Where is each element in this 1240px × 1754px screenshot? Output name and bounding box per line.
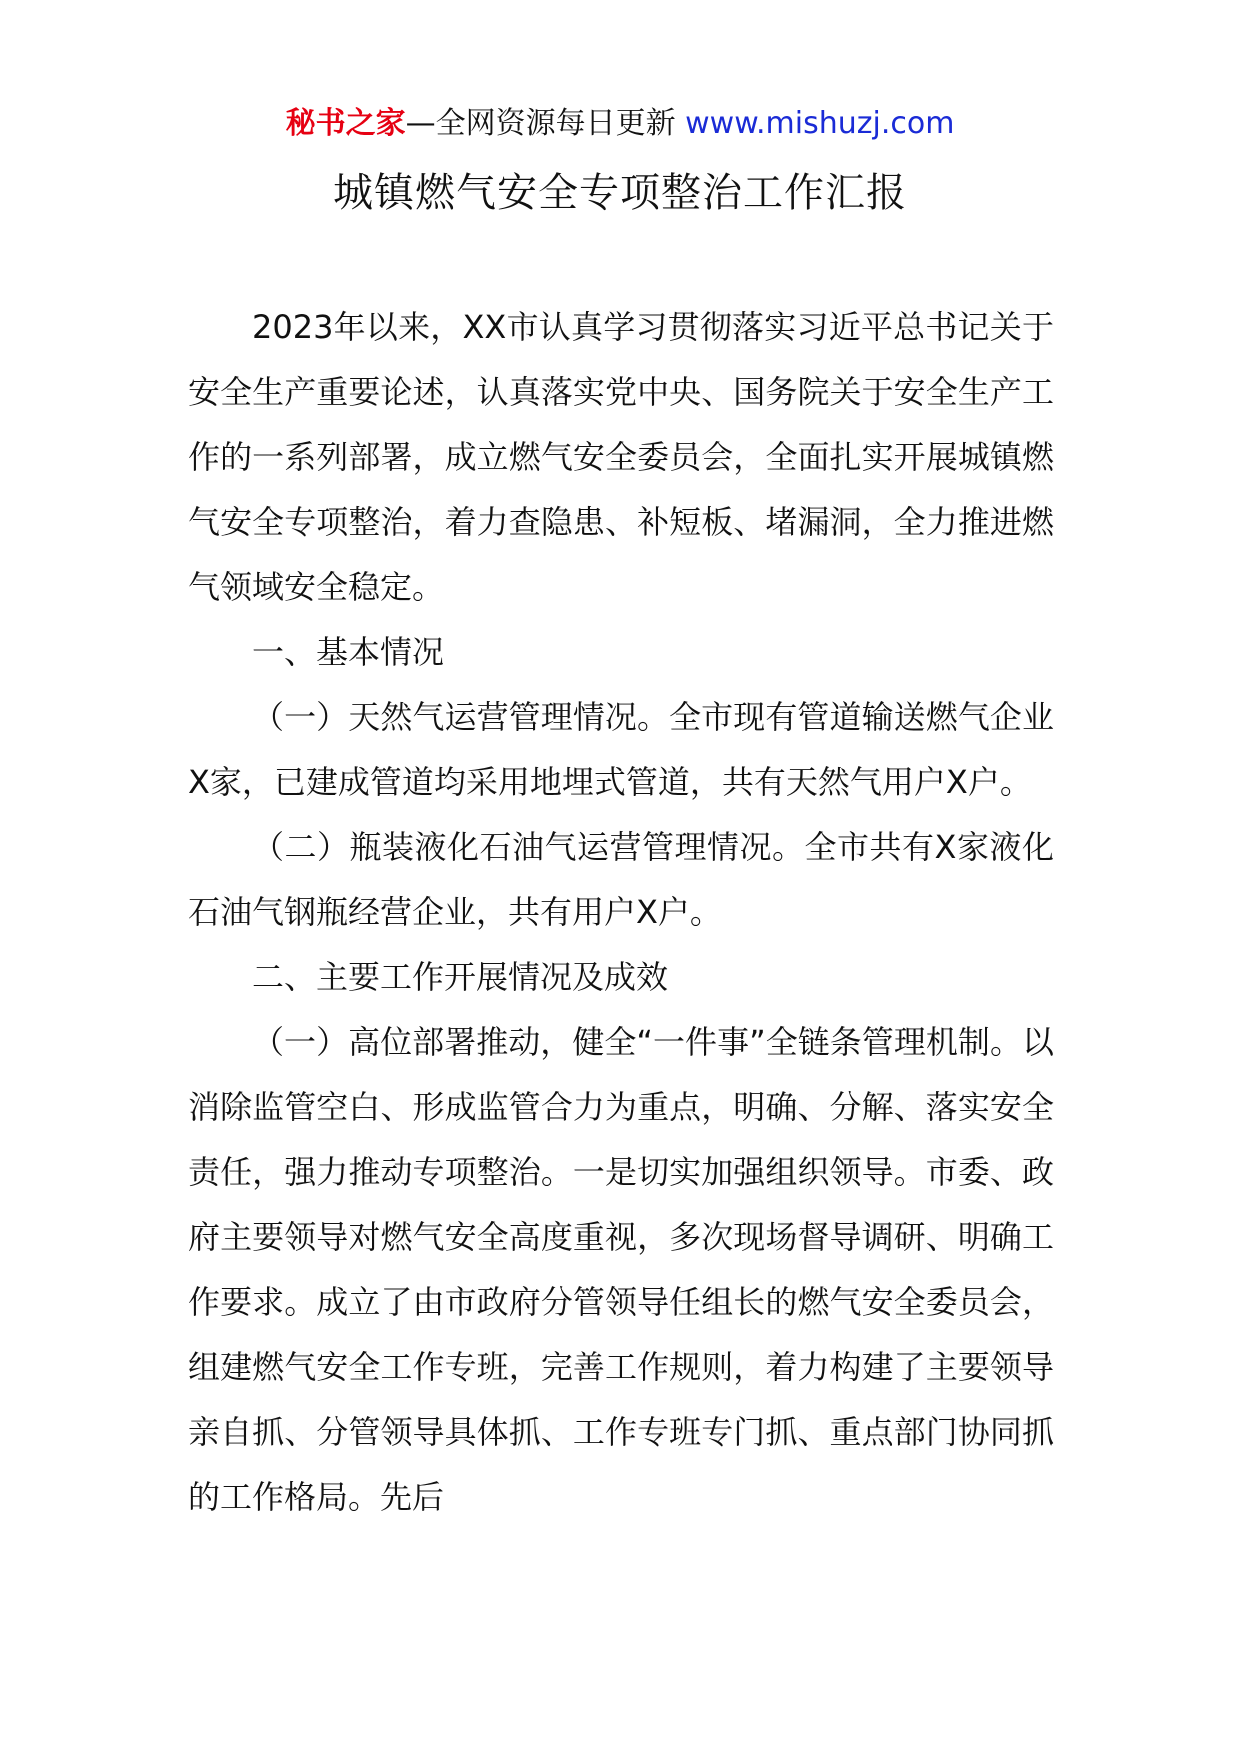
section-heading-basic-situation: 一、基本情况 (252, 633, 445, 671)
paragraph-intro: 2023年以来，XX市认真学习贯彻落实习近平总书记关于安全生产重要论述，认真落实党中央、国务院关于安全生产工作的一系列部署，成立燃气安全委员会，全面扎实开展城镇燃气安全专项整治，着力查隐患、补短板、堵漏洞，全力推进燃气领域安全稳定。 (188, 308, 1054, 606)
paragraph-lpg: （二）瓶装液化石油气运营管理情况。全市共有X家液化石油气钢瓶经营企业，共有用户X户。 (188, 828, 1054, 931)
document-title: 城镇燃气安全专项整治工作汇报 (333, 170, 907, 216)
header-slogan: —全网资源每日更新 (405, 106, 676, 141)
document-body (188, 295, 1054, 1530)
brand-name: 秘书之家 (285, 106, 406, 141)
paragraph-deployment: （一）高位部署推动，健全“一件事”全链条管理机制。以消除监管空白、形成监管合力为重点，明确、分解、落实安全责任，强力推动专项整治。一是切实加强组织领导。市委、政府主要领导对燃气安全高度重视，多次现场督导调研、明确工作要求。成立了由市政府分管领导任组长的燃气安全委员会，组建燃气安全工作专班，完善工作规则，着力构建了主要领导亲自抓、分管领导具体抓、工作专班专门抓、重点部门协同抓的工作格局。先后 (188, 1023, 1054, 1516)
paragraph-natural-gas: （一）天然气运营管理情况。全市现有管道输送燃气企业X家，已建成管道均采用地埋式管道，共有天然气用户X户。 (188, 698, 1054, 801)
section-heading-main-work: 二、主要工作开展情况及成效 (252, 958, 669, 996)
site-header (0, 104, 1240, 144)
site-url-link[interactable]: www.mishuzj.com (685, 106, 955, 141)
